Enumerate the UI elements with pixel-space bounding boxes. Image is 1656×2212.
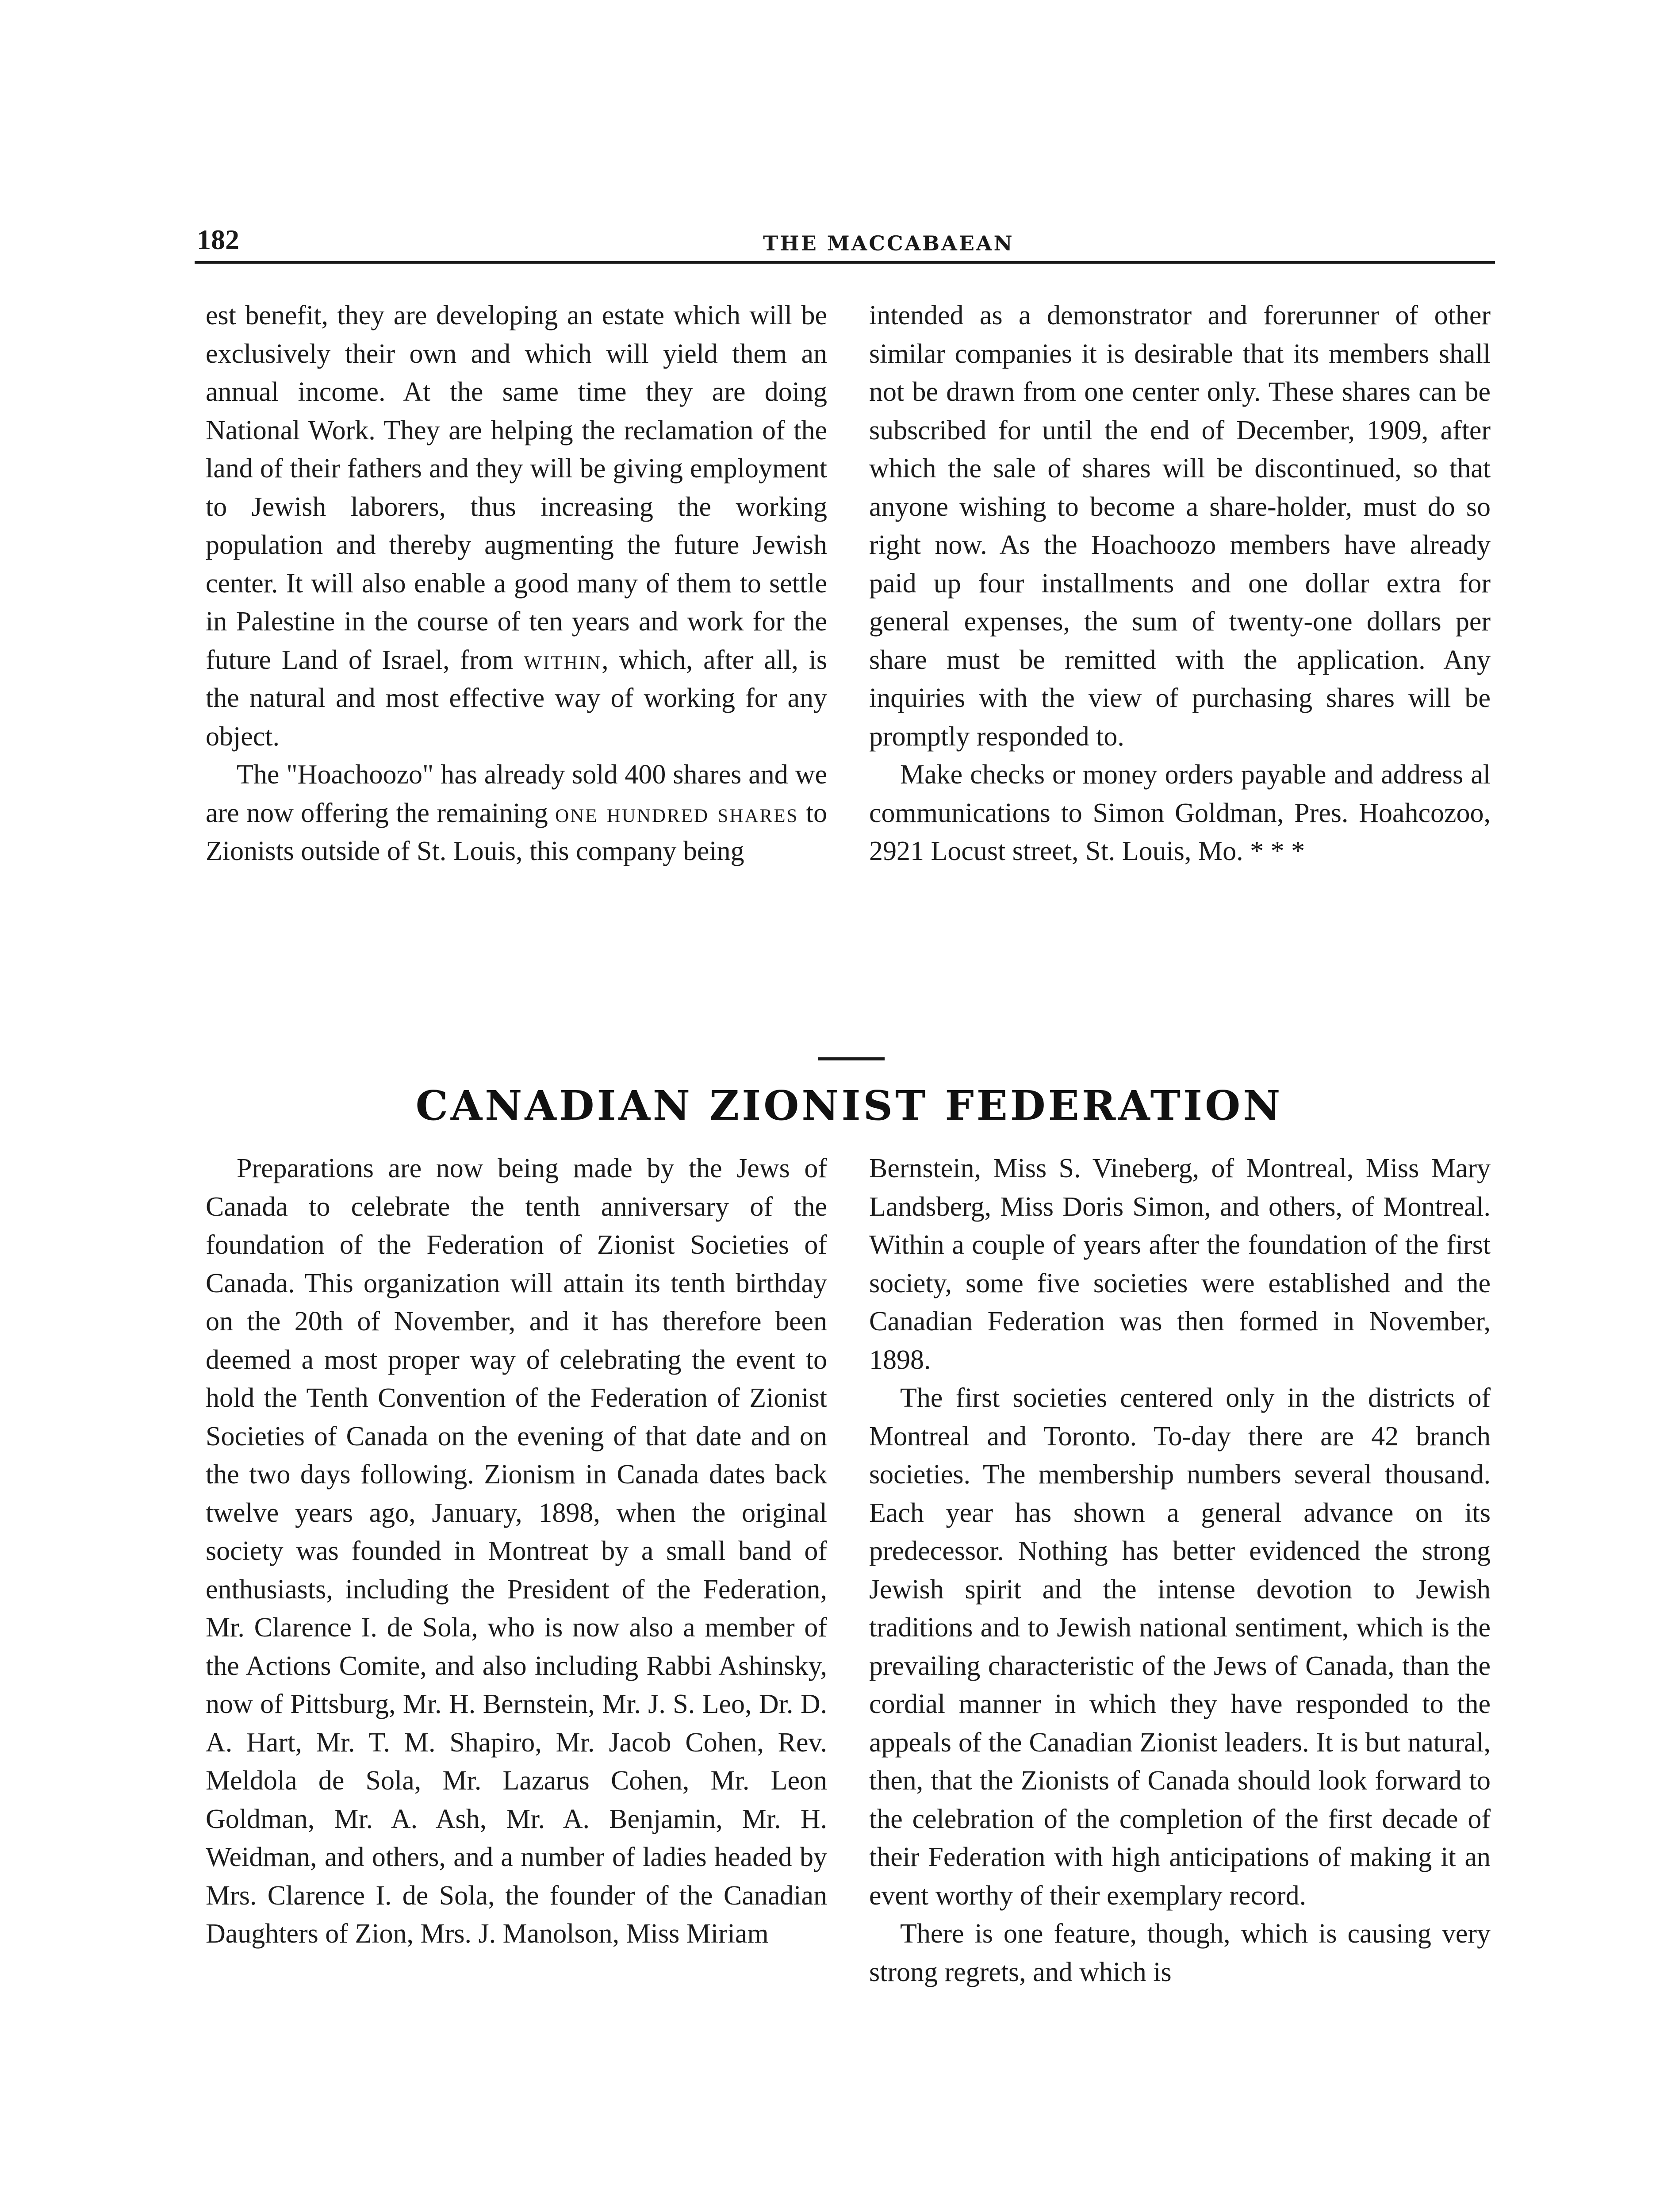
bottom-right-paragraph-2: The first societies centered only in the districts of Montreal and Toronto. To-day there are 42 branch societies. The membership numbers several thousand. Each year has shown a general advance on its predecessor. Nothing has better evidenced the strong Jewish spirit and the intense devotion to Jewish traditions and to Jewish national sentiment, which is the prevailing characteristic of the Jews of Canada, than the cordial manner in which they have responded to the appeals of the Canadian Zionist leaders. It is but natural, then, that the Zionists of Canada should look forward to the celebration of the completion of the first decade of their Federation with high anticipations of making it an event worthy of their exemplary record. — [869, 1383, 1491, 1911]
bottom-article-right-column — [869, 1149, 1491, 1991]
running-title: THE MACCABAEAN — [763, 231, 1014, 255]
section-divider — [818, 1057, 885, 1060]
top-article-left-column — [206, 296, 827, 871]
top-left-paragraph-1 — [206, 296, 827, 756]
top-left-p2-b: to Zionists outside of St. Louis, this company being — [206, 798, 828, 866]
top-left-p2-a: The "Hoachoozo" has already sold 400 shares and we are now offering the remaining — [206, 760, 827, 828]
bottom-right-paragraph-3: There is one feature, though, which is causing very strong regrets, and which is — [869, 1919, 1491, 1987]
top-left-text-cont: , which, after all, is the natural and most effective way of working for any object. — [206, 645, 828, 752]
shares-smallcaps: one hundred shares — [555, 798, 799, 828]
bottom-right-paragraph-1: Bernstein, Miss S. Vineberg, of Montreal, Miss Mary Landsberg, Miss Doris Simon, and others, of Montreal. Within a couple of years after the foundation of the first society, some five societies were established and the Canadian Federation was then formed in November, 1898. — [869, 1153, 1491, 1375]
section-heading: CANADIAN ZIONIST FEDERATION — [415, 1082, 1283, 1129]
page-number: 182 — [197, 224, 239, 255]
top-article-right-column — [869, 296, 1491, 871]
header-rule — [195, 261, 1495, 264]
bottom-left-paragraph-1: Preparations are now being made by the Jews of Canada to celebrate the tenth anniversary of the foundation of the Federation of Zionist Societies of Canada. This organization will attain its tenth birthday on the 20th of November, and it has therefore been deemed a most proper way of celebrating the event to hold the Tenth Convention of the Federation of Zionist Societies of Canada on the evening of that date and on the two days following. Zionism in Canada dates back twelve years ago, January, 1898, when the original society was founded in Montreat by a small band of enthusiasts, including the President of the Federation, Mr. Clarence I. de Sola, who is now also a member of the Actions Comite, and also including Rabbi Ashinsky, now of Pittsburg, Mr. H. Bernstein, Mr. J. S. Leo, Dr. D. A. Hart, Mr. T. M. Shapiro, Mr. Jacob Cohen, Rev. Meldola de Sola, Mr. Lazarus Cohen, Mr. Leon Goldman, Mr. A. Ash, Mr. A. Benjamin, Mr. H. Weidman, and others, and a number of ladies headed by Mrs. Clarence I. de Sola, the founder of the Canadian Daughters of Zion, Mrs. J. Manolson, Miss Miriam — [206, 1153, 827, 1949]
within-smallcaps: within — [524, 645, 602, 675]
top-left-text: est benefit, they are developing an estate which will be exclusively their own and which will yield them an annual income. At the same time they are doing National Work. They are helping the reclamation of the land of their fathers and they will be giving employment to Jewish laborers, thus increasing the working population and thereby augmenting the future Jewish center. It will also enable a good many of them to settle in Palestine in the course of ten years and work for the future Land of Israel, from — [206, 300, 827, 675]
page-header — [197, 223, 1497, 263]
top-right-paragraph-1: intended as a demonstrator and forerunner of other similar companies it is desirable that its members shall not be drawn from one center only. These shares can be subscribed for until the end of December, 1909, after which the sale of shares will be discontinued, so that anyone wishing to become a share-holder, must do so right now. As the Hoachoozo members have already paid up four installments and one dollar extra for general expenses, the sum of twenty-one dollars per share must be remitted with the application. Any inquiries with the view of purchasing shares will be promptly responded to. — [869, 300, 1491, 752]
top-right-paragraph-2: Make checks or money orders payable and address al communications to Simon Goldman, Pres. Hoahcozoo, 2921 Locust street, St. Louis, Mo. * * * — [869, 760, 1491, 866]
top-left-paragraph-2 — [206, 756, 827, 871]
bottom-article-left-column — [206, 1149, 827, 1953]
